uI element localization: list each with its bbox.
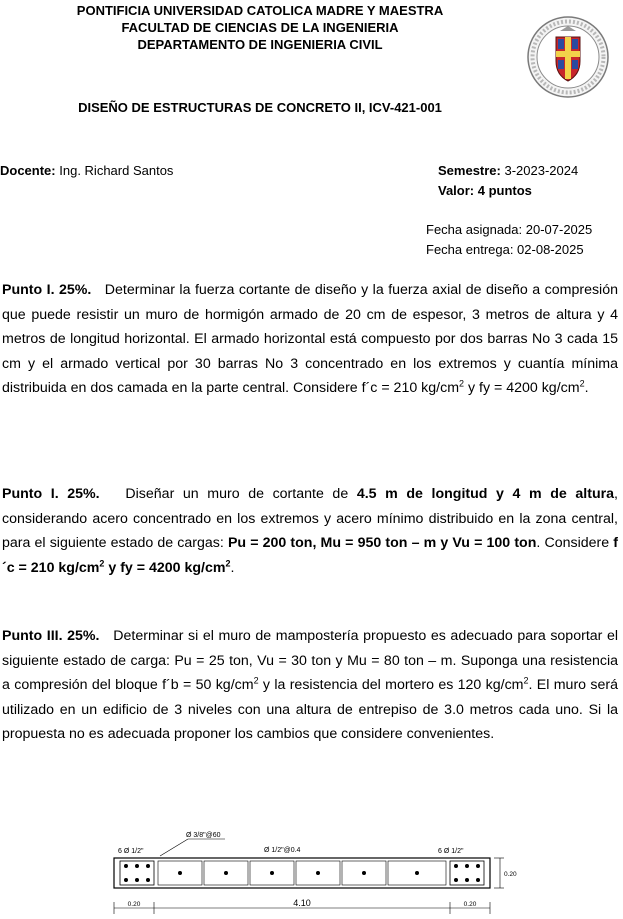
university-name: PONTIFICIA UNIVERSIDAD CATOLICA MADRE Y MAESTRA [76,3,444,18]
stirrup-leader [160,839,188,856]
height-dimension-label: 0.20 [504,871,517,878]
docente-value: Ing. Richard Santos [59,163,174,178]
wall-outline [114,858,490,888]
right-bars-label: 6 Ø 1/2" [438,848,464,855]
problem-1-text: Determinar la fuerza cortante de diseño y la fuerza axial de diseño a compresión que puede resistir un muro de hormigón armado de 20 cm de espesor, 3 metros de altura y 4 metros de longitud horizontal. El armado horizontal está compuesto por dos barras No 3 cada 15 cm y el armado vertical por 30 barras No 3 concentrado en los extremos y cuantía mínima distribuida en dos camada en la parte central. Considere f´c = 210 kg/cm [2,282,618,397]
problem-2-bold-2: Pu = 200 ton, Mu = 950 ton – m y Vu = 100 ton [227,535,537,552]
left-bars-label: 6 Ø 1/2" [118,848,144,855]
semestre-label: Semestre: [438,163,501,178]
problem-2 [2,482,618,580]
superscript: 2 [459,378,465,389]
problem-2-bold-1: 4.5 m de longitud y 4 m de altura [356,486,615,502]
problem-2-text-4: . [230,559,235,576]
superscript: 2 [99,558,105,569]
superscript: 2 [225,558,231,569]
problem-1-title: Punto I. 25%. [2,282,92,298]
superscript: 2 [523,675,529,686]
university-seal-icon [526,15,610,99]
problem-3-text-3: . El muro será utilizado en un edificio de 3 niveles con una altura de entrepiso de 3.0 metros cada uno. Si la propuesta no es adecuada proponer los cambios que considere convenientes. [2,677,618,743]
superscript: 2 [579,378,585,389]
problem-2-bold-4: y fy = 4200 kg/cm [104,559,226,576]
problem-2-bold-3: f´c = 210 kg/cm [2,535,618,576]
stirrup-label: Ø 3/8"@60 [186,832,221,839]
docente-line [0,163,173,178]
problem-3 [2,624,618,747]
left-dimension-label: 0.20 [127,901,141,908]
problem-1-end: . [584,380,589,397]
semestre-value: 3-2023-2024 [504,163,579,178]
problem-2-text-2: , considerando acero concentrado en los extremos y acero mínimo distribuido en la zona central, para el siguiente estado de cargas: [2,486,618,552]
problem-1-mid: y fy = 4200 kg/cm [464,380,580,397]
problem-2-text-3: . Considere [536,535,614,552]
problem-1 [2,278,618,401]
superscript: 2 [253,675,259,686]
semestre-line [438,163,578,178]
department-name: DEPARTAMENTO DE INGENIERIA CIVIL [137,37,383,52]
valor-line: Valor: 4 puntos [438,183,532,198]
wall-section-figure [100,826,520,919]
faculty-name: FACULTAD DE CIENCIAS DE LA INGENIERIA [121,20,399,35]
fecha-entrega: Fecha entrega: 02-08-2025 [426,242,584,257]
center-dimension-label: 4.10 [293,898,311,908]
institution-header [0,2,520,53]
fecha-asignada: Fecha asignada: 20-07-2025 [426,222,593,237]
problem-3-title: Punto III. 25%. [2,628,100,644]
problem-2-text-1: Diseñar un muro de cortante de [125,486,357,502]
problem-2-title: Punto I. 25%. [2,486,100,502]
docente-label: Docente: [0,163,56,178]
problem-3-text-1: Determinar si el muro de mampostería propuesto es adecuado para soportar el siguiente estado de carga: Pu = 25 ton, Vu = 30 ton y Mu = 80 ton – m. Suponga una resistencia a compresión del bloque f´b = 50 kg/cm [2,628,619,694]
center-bars-label: Ø 1/2"@0.4 [264,847,301,854]
course-title: DISEÑO DE ESTRUCTURAS DE CONCRETO II, ICV-421-001 [78,100,442,115]
right-dimension-label: 0.20 [463,901,477,908]
problem-3-text-2: y la resistencia del mortero es 120 kg/cm [258,677,524,694]
